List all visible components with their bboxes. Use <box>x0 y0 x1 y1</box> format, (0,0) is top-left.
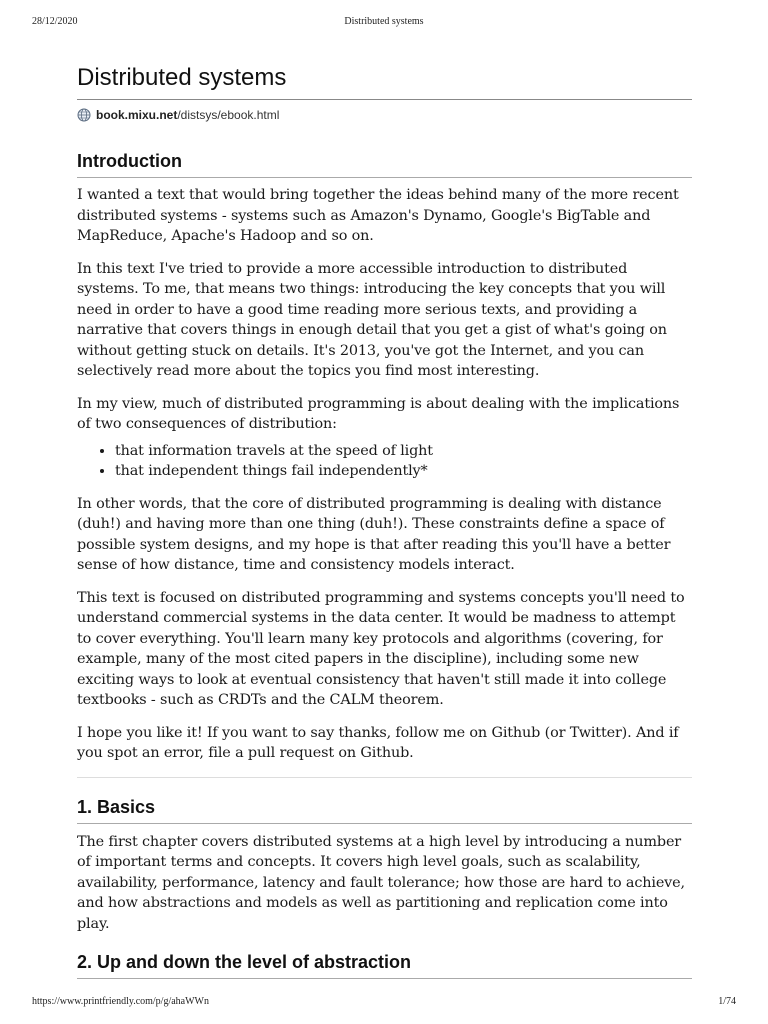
print-url: https://www.printfriendly.com/p/g/ahaWWn <box>32 996 209 1007</box>
page-number: 1/74 <box>718 996 736 1007</box>
list-item: • that independent things fail independently* <box>115 461 692 482</box>
print-header <box>32 16 736 30</box>
globe-icon <box>77 108 91 122</box>
source-path[interactable]: /distsys/ebook.html <box>177 108 280 122</box>
consequences-list <box>77 441 692 482</box>
page-title: Distributed systems <box>77 64 692 100</box>
heading-introduction: Introduction <box>77 150 692 178</box>
intro-paragraph-5: This text is focused on distributed programming and systems concepts you'll need to understand commercial systems in the data center. It would be madness to attempt to cover everything. You'll learn many key protocols and algorithms (covering, for example, many of the most cited papers in the discipline), including some new exciting ways to look at eventual consistency that haven't still made it into college textbooks - such as CRDTs and the CALM theorem. <box>77 589 685 708</box>
heading-basics: 1. Basics <box>77 796 692 824</box>
print-date: 28/12/2020 <box>32 16 78 27</box>
print-footer <box>32 996 736 1010</box>
article <box>77 60 692 979</box>
heading-abstraction: 2. Up and down the level of abstraction <box>77 951 692 979</box>
intro-paragraph-1: I wanted a text that would bring together the ideas behind many of the more recent distributed systems - systems such as Amazon's Dynamo, Google's BigTable and MapReduce, Apache's Hadoop and so on. <box>77 187 679 244</box>
basics-paragraph: The first chapter covers distributed systems at a high level by introducing a number of important terms and concepts. It covers high level goals, such as scalability, availability, performance, latency and fault tolerance; how those are hard to achieve, and how abstractions and models as well as partitioning and replication come into play. <box>77 833 685 932</box>
source-domain[interactable]: book.mixu.net <box>96 108 178 122</box>
list-item: • that information travels at the speed of light <box>115 441 692 462</box>
intro-paragraph-2: In this text I've tried to provide a more accessible introduction to distributed systems. To me, that means two things: introducing the key concepts that you will need in order to have a good time reading more serious texts, and providing a narrative that covers things in enough detail that you get a gist of what's going on without getting stuck on details. It's 2013, you've got the Internet, and you can selectively read more about the topics you find most interesting. <box>77 260 667 379</box>
source-link[interactable] <box>77 105 692 125</box>
section-divider <box>77 777 692 778</box>
print-title: Distributed systems <box>344 16 424 27</box>
intro-paragraph-3: In my view, much of distributed programming is about dealing with the implications of two consequences of distribution: <box>77 395 680 432</box>
intro-paragraph-4: In other words, that the core of distributed programming is dealing with distance (duh!) and having more than one thing (duh!). These constraints define a space of possible system designs, and my hope is that after reading this you'll have a better sense of how distance, time and consistency models interact. <box>77 495 671 573</box>
intro-paragraph-6: I hope you like it! If you want to say thanks, follow me on Github (or Twitter). And if you spot an error, file a pull request on Github. <box>77 724 679 761</box>
